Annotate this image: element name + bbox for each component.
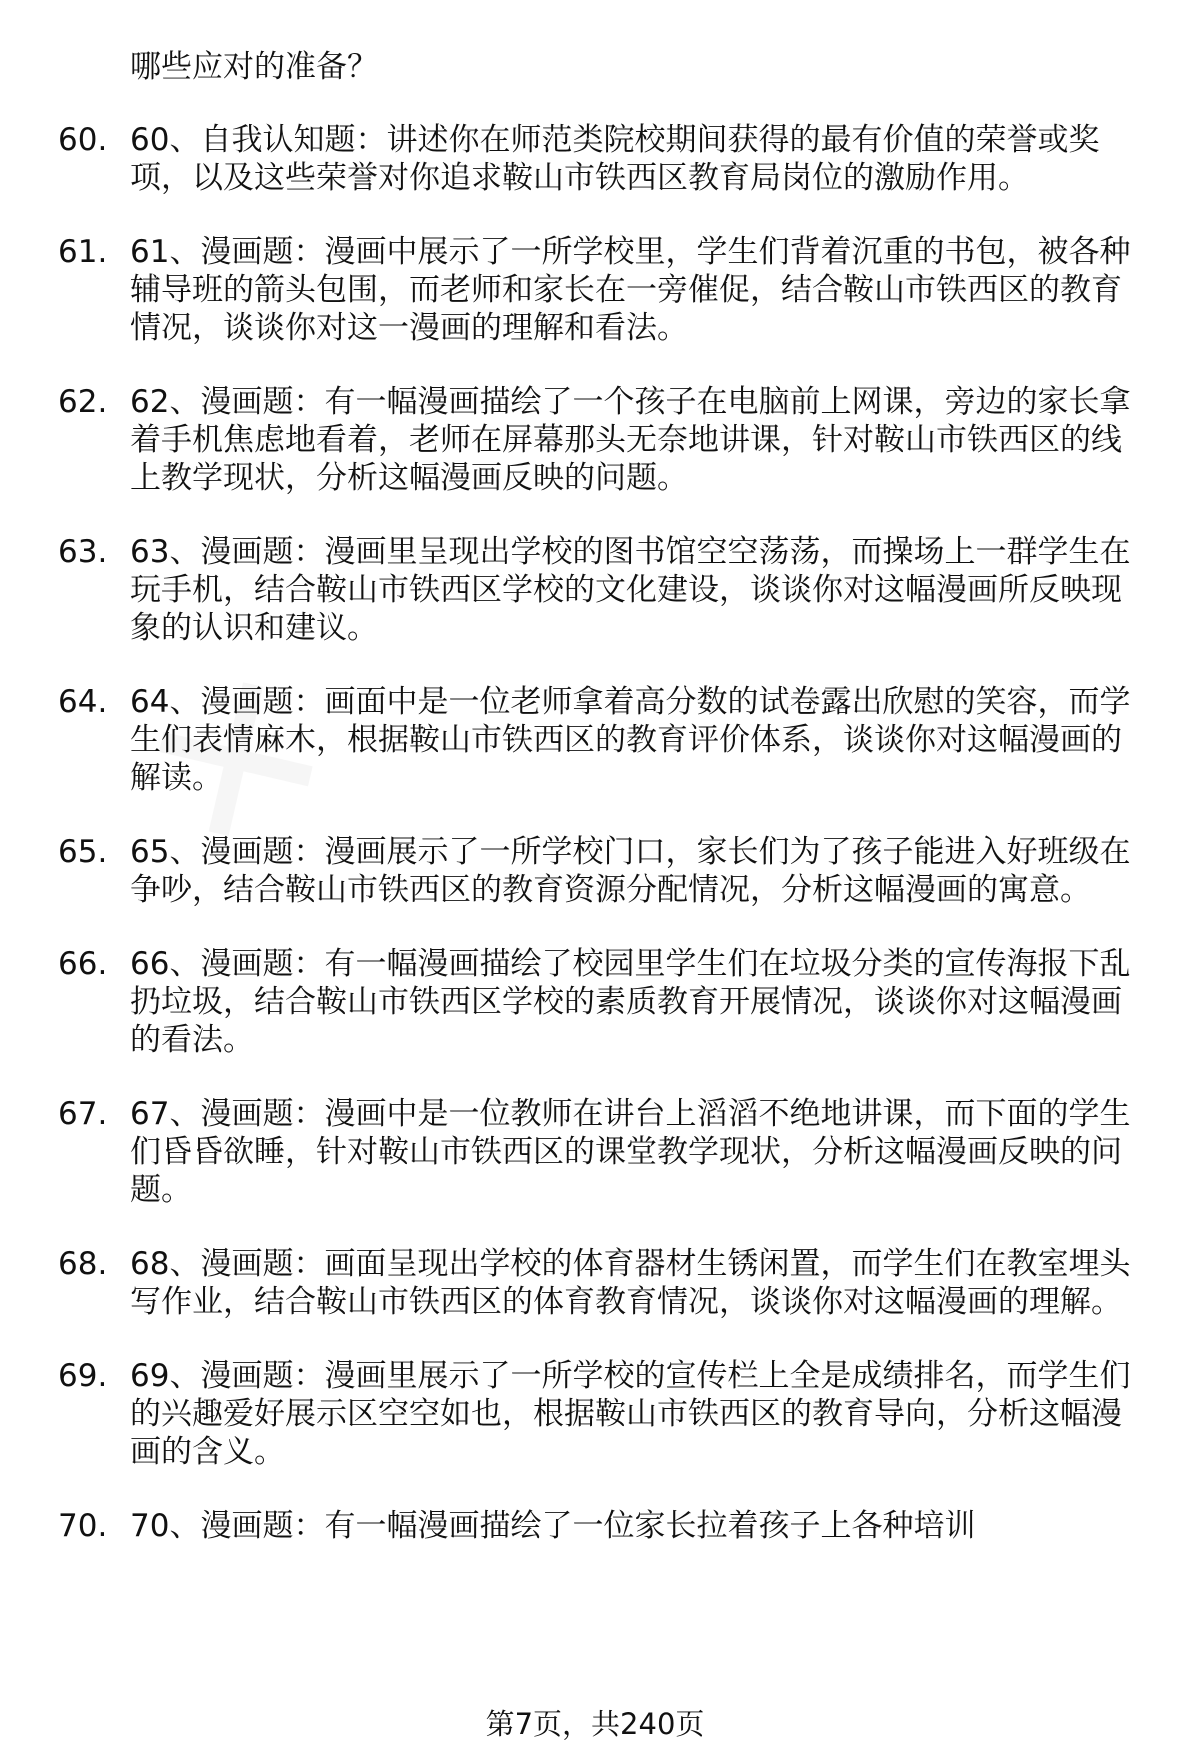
question-number: 65.	[58, 834, 108, 870]
question-number: 70.	[58, 1508, 108, 1544]
question-text: 69、漫画题：漫画里展示了一所学校的宣传栏上全是成绩排名，而学生们的兴趣爱好展示区空空如也，根据鞍山市铁西区的教育导向，分析这幅漫画的含义。	[130, 1358, 1131, 1470]
question-number: 61.	[58, 234, 108, 270]
question-text: 61、漫画题：漫画中展示了一所学校里，学生们背着沉重的书包，被各种辅导班的箭头包围，而老师和家长在一旁催促，结合鞍山市铁西区的教育情况，谈谈你对这一漫画的理解和看法。	[130, 234, 1131, 346]
question-text: 62、漫画题：有一幅漫画描绘了一个孩子在电脑前上网课，旁边的家长拿着手机焦虑地看着，老师在屏幕那头无奈地讲课，针对鞍山市铁西区的线上教学现状，分析这幅漫画反映的问题。	[130, 384, 1131, 496]
question-item	[58, 1357, 1148, 1471]
question-number: 63.	[58, 534, 108, 570]
question-item	[58, 1095, 1148, 1209]
continuation-text: 哪些应对的准备？	[130, 49, 378, 85]
question-text: 65、漫画题：漫画展示了一所学校门口，家长们为了孩子能进入好班级在争吵，结合鞍山市铁西区的教育资源分配情况，分析这幅漫画的寓意。	[130, 834, 1131, 908]
question-item	[58, 383, 1148, 497]
question-number: 62.	[58, 384, 108, 420]
question-item	[58, 683, 1148, 797]
question-item	[58, 945, 1148, 1059]
question-item	[58, 121, 1148, 197]
question-text: 60、自我认知题：讲述你在师范类院校期间获得的最有价值的荣誉或奖项，以及这些荣誉对你追求鞍山市铁西区教育局岗位的激励作用。	[130, 122, 1100, 196]
question-text: 64、漫画题：画面中是一位老师拿着高分数的试卷露出欣慰的笑容，而学生们表情麻木，根据鞍山市铁西区的教育评价体系，谈谈你对这幅漫画的解读。	[130, 684, 1131, 796]
question-item	[58, 833, 1148, 909]
question-item	[58, 1245, 1148, 1321]
question-text: 68、漫画题：画面呈现出学校的体育器材生锈闲置，而学生们在教室埋头写作业，结合鞍山市铁西区的体育教育情况，谈谈你对这幅漫画的理解。	[130, 1246, 1131, 1320]
question-number: 66.	[58, 946, 108, 982]
question-number: 67.	[58, 1096, 108, 1132]
question-list	[58, 121, 1148, 1581]
question-text: 67、漫画题：漫画中是一位教师在讲台上滔滔不绝地讲课，而下面的学生们昏昏欲睡，针对鞍山市铁西区的课堂教学现状，分析这幅漫画反映的问题。	[130, 1096, 1131, 1208]
question-text: 63、漫画题：漫画里呈现出学校的图书馆空空荡荡，而操场上一群学生在玩手机，结合鞍山市铁西区学校的文化建设，谈谈你对这幅漫画所反映现象的认识和建议。	[130, 534, 1131, 646]
question-number: 68.	[58, 1246, 108, 1282]
page-footer: 第7页，共240页	[485, 1707, 705, 1741]
question-text: 70、漫画题：有一幅漫画描绘了一位家长拉着孩子上各种培训	[130, 1508, 976, 1544]
question-item	[58, 233, 1148, 347]
question-item	[58, 1507, 1148, 1545]
question-number: 69.	[58, 1358, 108, 1394]
question-text: 66、漫画题：有一幅漫画描绘了校园里学生们在垃圾分类的宣传海报下乱扔垃圾，结合鞍山市铁西区学校的素质教育开展情况，谈谈你对这幅漫画的看法。	[130, 946, 1131, 1058]
question-number: 60.	[58, 122, 108, 158]
question-number: 64.	[58, 684, 108, 720]
question-item	[58, 533, 1148, 647]
